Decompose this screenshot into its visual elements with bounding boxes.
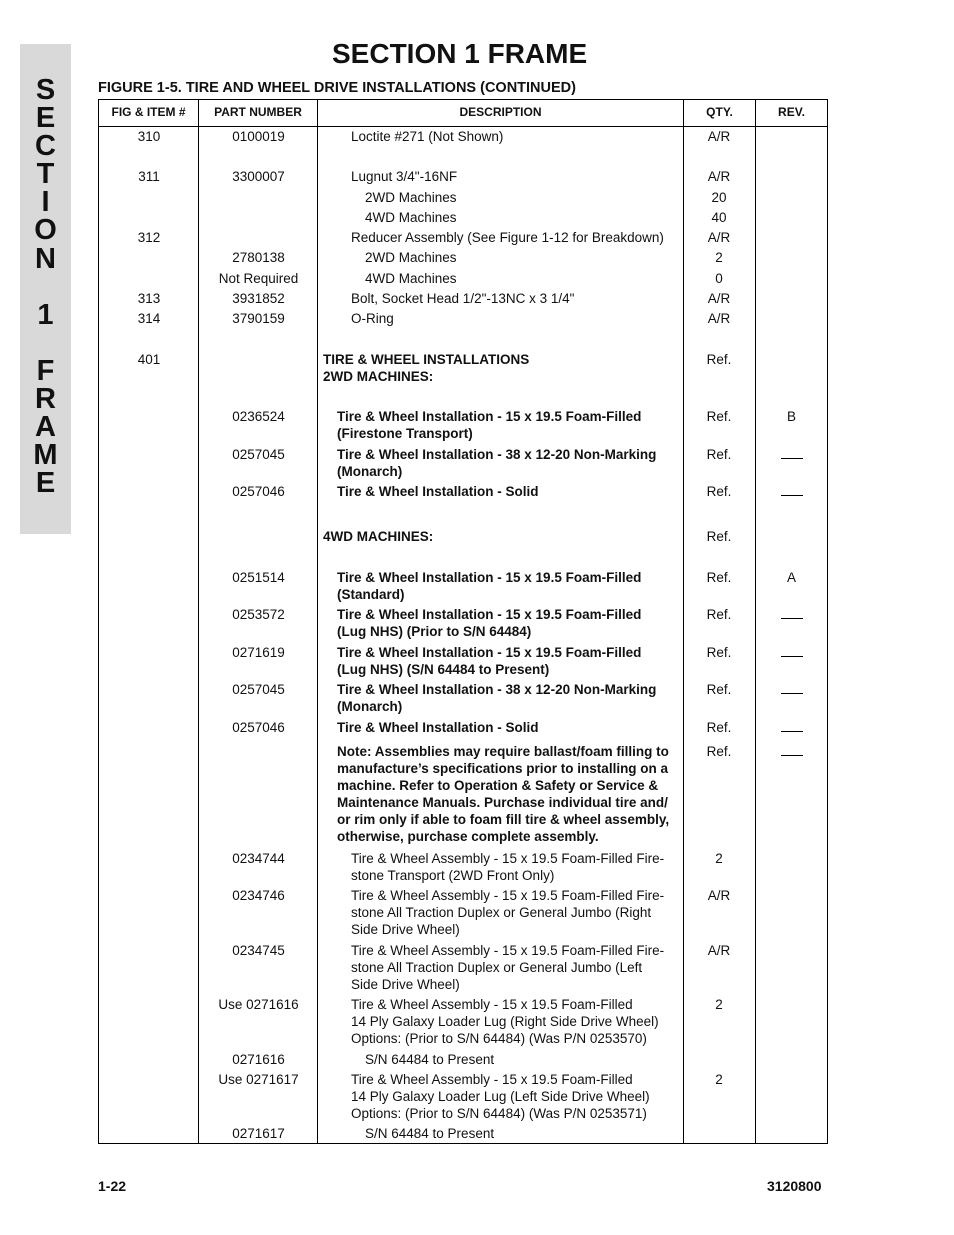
cell-qty: Ref. <box>706 645 732 660</box>
cell-qty: 20 <box>711 190 727 205</box>
side-tab-letter <box>20 273 71 301</box>
cell-part-number: Use 0271617 <box>218 1072 299 1087</box>
description-line: Loctite #271 (Not Shown) <box>351 129 504 144</box>
cell-description <box>319 189 728 206</box>
figure-title: FIGURE 1-5. TIRE AND WHEEL DRIVE INSTALLATIONS (CONTINUED) <box>98 80 576 96</box>
cell-part-number: 0251514 <box>232 570 285 585</box>
cell-qty: 2 <box>715 851 723 866</box>
description-line: (Monarch) <box>337 464 403 479</box>
cell-fig-item: 311 <box>138 169 160 184</box>
cell-description <box>319 996 714 1047</box>
side-tab-letter: R <box>35 383 56 416</box>
cell-description <box>319 290 714 307</box>
description-line: S/N 64484 to Present <box>365 1126 495 1141</box>
side-tab-letter: T <box>36 158 55 191</box>
cell-rev <box>756 743 827 760</box>
description-line: or rim only if able to foam fill tire & wheel assembly, <box>337 812 670 827</box>
cell-part-number: 0253572 <box>232 607 285 622</box>
description-line: S/N 64484 to Present <box>365 1052 495 1067</box>
side-tab-letters <box>20 74 71 500</box>
header-qty: QTY. <box>706 105 733 119</box>
description-line: stone All Traction Duplex or General Jumbo (Right <box>351 905 652 920</box>
parts-table <box>98 99 828 1144</box>
page-number: 1-22 <box>98 1178 127 1194</box>
cell-part-number: 0271616 <box>232 1052 285 1067</box>
cell-qty: Ref. <box>706 529 732 544</box>
cell-qty: A/R <box>707 129 731 144</box>
description-line: 4WD MACHINES: <box>323 529 434 544</box>
description-line: Tire & Wheel Assembly - 15 x 19.5 Foam-Filled Fire- <box>351 851 665 866</box>
description-line: Side Drive Wheel) <box>351 922 460 937</box>
description-line: 4WD Machines <box>365 271 457 286</box>
cell-fig-item: 314 <box>137 311 161 326</box>
cell-rev: B <box>786 409 796 424</box>
cell-part-number: 2780138 <box>232 250 285 265</box>
description-line: Tire & Wheel Installation - Solid <box>337 484 539 499</box>
cell-description <box>319 850 714 884</box>
cell-description <box>319 446 700 480</box>
cell-description <box>319 644 700 678</box>
description-line: (Lug NHS) (Prior to S/N 64484) <box>337 624 532 639</box>
description-line: Tire & Wheel Installation - 15 x 19.5 Foam-Filled <box>337 607 642 622</box>
cell-qty: A/R <box>707 291 731 306</box>
description-line: Bolt, Socket Head 1/2"-13NC x 3 1/4" <box>351 291 575 306</box>
description-line: Tire & Wheel Installation - 38 x 12-20 Non-Marking <box>337 447 657 462</box>
cell-description <box>319 606 700 640</box>
description-line: 14 Ply Galaxy Loader Lug (Right Side Drive Wheel) <box>351 1014 659 1029</box>
cell-part-number: Not Required <box>218 271 299 286</box>
cell-rev <box>756 681 827 698</box>
description-line: Tire & Wheel Installation - 38 x 12-20 Non-Marking <box>337 682 657 697</box>
cell-qty: Ref. <box>706 409 732 424</box>
cell-part-number: 3790159 <box>232 311 285 326</box>
cell-qty: Ref. <box>706 570 732 585</box>
side-tab-letter: S <box>35 74 56 106</box>
cell-part-number: 0100019 <box>232 129 285 144</box>
description-line: 2WD MACHINES: <box>323 369 434 384</box>
description-line: stone Transport (2WD Front Only) <box>351 868 555 883</box>
cell-qty: A/R <box>707 169 731 184</box>
cell-description <box>319 1125 728 1142</box>
side-tab-letter <box>20 329 71 357</box>
cell-description <box>319 310 714 327</box>
description-line: Lugnut 3/4"-16NF <box>351 169 458 184</box>
description-line: stone All Traction Duplex or General Jumbo (Left <box>351 960 643 975</box>
cell-rev <box>756 483 827 500</box>
cell-qty: Ref. <box>706 607 732 622</box>
side-tab-letter: I <box>41 186 50 219</box>
description-line: Tire & Wheel Assembly - 15 x 19.5 Foam-Filled Fire- <box>351 943 665 958</box>
cell-qty: Ref. <box>706 484 732 499</box>
cell-qty: Ref. <box>706 352 732 367</box>
cell-qty: Ref. <box>706 720 732 735</box>
cell-description <box>319 128 714 145</box>
side-tab-letter: A <box>35 411 56 444</box>
side-tab-letter: C <box>35 130 56 163</box>
header-rev: REV. <box>778 105 805 119</box>
side-tab-letter: F <box>36 354 55 387</box>
description-line: Reducer Assembly (See Figure 1-12 for Breakdown) <box>351 230 664 245</box>
description-line: Maintenance Manuals. Purchase individual tire and/ <box>337 795 668 810</box>
side-tab-letter: O <box>34 214 57 247</box>
rev-blank-line <box>781 449 803 459</box>
cell-rev <box>756 446 827 463</box>
side-tab-letter: M <box>33 439 58 472</box>
cell-description <box>319 942 714 993</box>
description-line: TIRE & WHEEL INSTALLATIONS <box>323 352 530 367</box>
description-line: otherwise, purchase complete assembly. <box>337 829 599 844</box>
cell-description <box>319 1051 728 1068</box>
cell-rev: A <box>786 570 796 585</box>
description-line: (Standard) <box>337 587 405 602</box>
rev-blank-line <box>781 486 803 496</box>
description-line: 4WD Machines <box>365 210 457 225</box>
cell-rev <box>756 719 827 736</box>
description-line: O-Ring <box>351 311 394 326</box>
cell-part-number: 0271619 <box>232 645 285 660</box>
header-description: DESCRIPTION <box>459 105 542 119</box>
rev-blank-line <box>781 746 803 756</box>
description-line: Options: (Prior to S/N 64484) (Was P/N 0253570) <box>351 1031 647 1046</box>
cell-qty: A/R <box>707 943 731 958</box>
cell-description <box>319 569 700 603</box>
cell-part-number: 3300007 <box>232 169 285 184</box>
cell-rev <box>756 644 827 661</box>
rev-blank-line <box>781 684 803 694</box>
description-line: (Firestone Transport) <box>337 426 473 441</box>
cell-part-number: 0257045 <box>232 682 285 697</box>
cell-qty: 2 <box>715 250 723 265</box>
description-line: (Monarch) <box>337 699 403 714</box>
cell-qty: Ref. <box>706 744 732 759</box>
document-number: 3120800 <box>767 1178 822 1194</box>
cell-description <box>319 528 686 545</box>
cell-part-number: 0271617 <box>232 1126 285 1141</box>
rev-blank-line <box>781 722 803 732</box>
cell-part-number: 0234746 <box>232 888 285 903</box>
side-tab-letter: N <box>35 242 56 275</box>
description-line: machine. Refer to Operation & Safety or Service & <box>337 778 659 793</box>
cell-part-number: Use 0271616 <box>218 997 299 1012</box>
cell-description <box>319 743 700 845</box>
cell-qty: Ref. <box>706 682 732 697</box>
cell-part-number: 0236524 <box>232 409 285 424</box>
cell-fig-item: 312 <box>137 230 161 245</box>
side-tab-letter: E <box>35 467 56 500</box>
cell-qty: Ref. <box>706 447 732 462</box>
header-divider <box>99 126 827 127</box>
description-line: Tire & Wheel Assembly - 15 x 19.5 Foam-Filled Fire- <box>351 888 665 903</box>
cell-qty: 2 <box>715 1072 723 1087</box>
cell-description <box>319 681 700 715</box>
cell-description <box>319 1071 714 1122</box>
cell-description <box>319 168 714 185</box>
description-line: Tire & Wheel Assembly - 15 x 19.5 Foam-Filled <box>351 997 633 1012</box>
description-line: Side Drive Wheel) <box>351 977 460 992</box>
cell-description <box>319 209 728 226</box>
cell-part-number: 0257045 <box>232 447 285 462</box>
description-line: Options: (Prior to S/N 64484) (Was P/N 0253571) <box>351 1106 647 1121</box>
rev-blank-line <box>781 647 803 657</box>
cell-fig-item: 310 <box>137 129 161 144</box>
cell-description <box>319 887 714 938</box>
description-line: 2WD Machines <box>365 250 457 265</box>
cell-qty: 40 <box>711 210 727 225</box>
cell-description <box>319 270 728 287</box>
cell-fig-item: 401 <box>137 352 161 367</box>
cell-part-number: 0257046 <box>232 720 285 735</box>
description-line: Tire & Wheel Installation - 15 x 19.5 Foam-Filled <box>337 645 642 660</box>
header-part-number: PART NUMBER <box>214 105 302 119</box>
cell-rev <box>756 606 827 623</box>
description-line: manufacture’s specifications prior to installing on a <box>337 761 669 776</box>
description-line: Tire & Wheel Installation - Solid <box>337 720 539 735</box>
description-line: 2WD Machines <box>365 190 457 205</box>
cell-description <box>319 719 700 736</box>
description-line: 14 Ply Galaxy Loader Lug (Left Side Drive Wheel) <box>351 1089 650 1104</box>
section-title: SECTION 1 FRAME <box>332 38 588 69</box>
description-line: Tire & Wheel Installation - 15 x 19.5 Foam-Filled <box>337 409 642 424</box>
cell-description <box>319 483 700 500</box>
cell-description <box>319 249 728 266</box>
side-tab-letter: E <box>35 102 56 135</box>
header-fig-item: FIG & ITEM # <box>111 105 186 119</box>
cell-qty: A/R <box>707 311 731 326</box>
description-line: Tire & Wheel Installation - 15 x 19.5 Foam-Filled <box>337 570 642 585</box>
cell-fig-item: 313 <box>137 291 161 306</box>
side-tab-letter: 1 <box>37 298 54 331</box>
section-side-tab <box>20 44 71 534</box>
cell-qty: A/R <box>707 888 731 903</box>
description-line: Tire & Wheel Assembly - 15 x 19.5 Foam-Filled <box>351 1072 633 1087</box>
cell-description <box>319 229 714 246</box>
cell-qty: A/R <box>707 230 731 245</box>
rev-blank-line <box>781 609 803 619</box>
cell-description <box>319 351 686 385</box>
cell-part-number: 3931852 <box>232 291 285 306</box>
cell-part-number: 0234744 <box>232 851 285 866</box>
cell-qty: 2 <box>715 997 723 1012</box>
cell-part-number: 0257046 <box>232 484 285 499</box>
description-line: (Lug NHS) (S/N 64484 to Present) <box>337 662 550 677</box>
cell-part-number: 0234745 <box>232 943 285 958</box>
cell-qty: 0 <box>715 271 723 286</box>
description-line: Note: Assemblies may require ballast/foam filling to <box>337 744 669 759</box>
cell-description <box>319 408 700 442</box>
